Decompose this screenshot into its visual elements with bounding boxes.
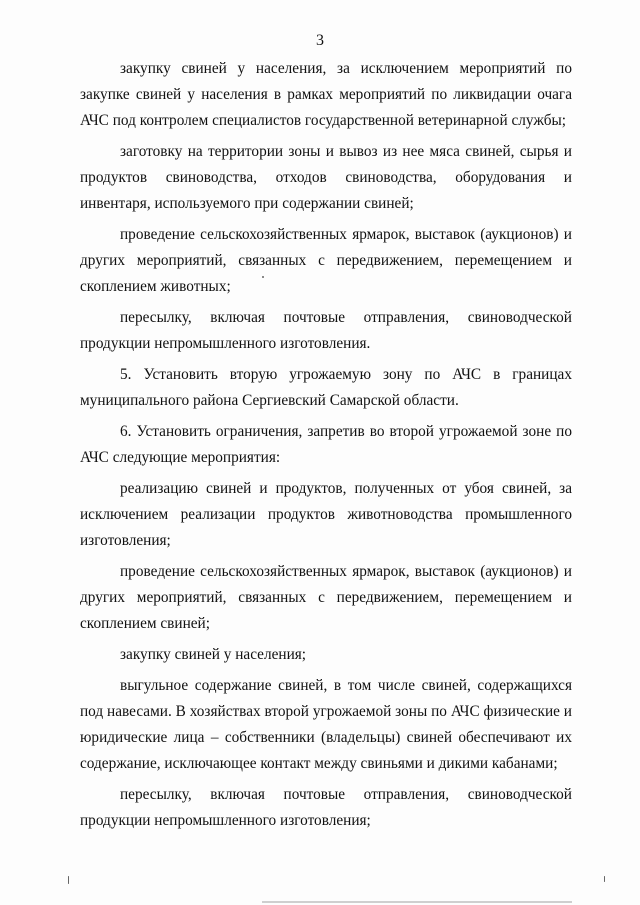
paragraph-item-6: 6. Установить ограничения, запретив во второй угрожаемой зоне по АЧС следующие мероприятия:: [80, 423, 572, 466]
paragraph-fairs-pigs: проведение сельскохозяйственных ярмарок, выставок (аукционов) и других мероприятий, связанных с передвижением, перемещением и скоплением свиней;: [80, 563, 572, 632]
paragraph-purchase-pigs: закупку свиней у населения;: [120, 646, 307, 663]
paragraph-postal-shipping-2: пересылку, включая почтовые отправления, свиноводческой продукции непромышленного изготовления;: [80, 786, 572, 829]
scan-edge-line: [262, 901, 572, 903]
paragraph-item-5: 5. Установить вторую угрожаемую зону по АЧС в границах муниципального района Сергиевский Самарской области.: [80, 366, 572, 409]
document-body: [80, 56, 572, 839]
paragraph-purchase-restriction: закупку свиней у населения, за исключением мероприятий по закупке свиней у населения в рамках мероприятий по ликвидации очага АЧС под контролем специалистов государственной ветеринарной службы;: [80, 60, 572, 129]
scan-speck: [262, 276, 264, 278]
scan-speck: [604, 876, 605, 882]
paragraph-fairs-animals: проведение сельскохозяйственных ярмарок, выставок (аукционов) и других мероприятий, связанных с передвижением, перемещением и скоплением животных;: [80, 226, 572, 295]
paragraph-procurement-export: заготовку на территории зоны и вывоз из нее мяса свиней, сырья и продуктов свиноводства, отходов свиноводства, оборудования и инвентаря, используемого при содержании свиней;: [80, 143, 572, 212]
scan-speck: [68, 876, 69, 884]
page-number: 3: [316, 32, 324, 49]
paragraph-postal-shipping: пересылку, включая почтовые отправления, свиноводческой продукции непромышленного изготовления.: [80, 309, 572, 352]
paragraph-free-range: выгульное содержание свиней, в том числе свиней, содержащихся под навесами. В хозяйствах второй угрожаемой зоны по АЧС физические и юридические лица – собственники (владельцы) свиней обеспечивают их содержание, исключающее контакт между свиньями и дикими кабанами;: [80, 677, 572, 772]
paragraph-sale-of-pigs: реализацию свиней и продуктов, полученных от убоя свиней, за исключением реализации продуктов животноводства промышленного изготовления;: [80, 480, 572, 549]
